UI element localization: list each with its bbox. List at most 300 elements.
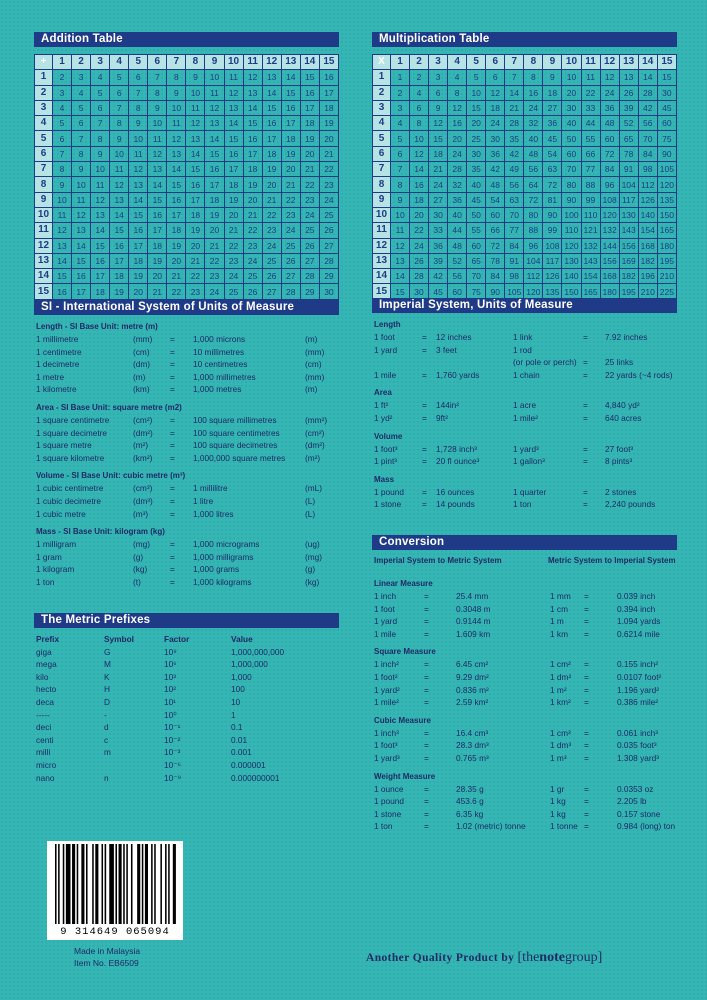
addition-row-header: 2 xyxy=(35,85,53,100)
addition-cell: 15 xyxy=(224,131,243,146)
conversion-row-col: 1 cm xyxy=(550,603,568,614)
prefix-row-col: 0.001 xyxy=(231,747,252,758)
addition-cell: 12 xyxy=(167,131,186,146)
si-row-col: 1,000 kilograms xyxy=(193,576,252,587)
addition-row xyxy=(35,269,339,284)
prefix-row xyxy=(36,658,339,671)
multiplication-cell: 12 xyxy=(410,146,429,161)
si-row-col: (km²) xyxy=(133,452,153,463)
si-row xyxy=(36,333,339,346)
si-row xyxy=(36,414,339,427)
multiplication-cell: 78 xyxy=(619,146,638,161)
imperial-row-col: 1 foot³ xyxy=(374,443,398,454)
conversion-row-col: 0.3048 m xyxy=(456,603,491,614)
addition-cell: 20 xyxy=(281,162,300,177)
multiplication-cell: 36 xyxy=(448,192,467,207)
imperial-row-col: 1 pint³ xyxy=(374,456,398,467)
si-row xyxy=(36,482,339,495)
multiplication-cell: 126 xyxy=(543,269,562,284)
imperial-title: Imperial System, Units of Measure xyxy=(372,298,677,313)
barcode-bars xyxy=(47,844,183,926)
multiplication-cell: 105 xyxy=(657,162,676,177)
multiplication-cell: 165 xyxy=(581,284,600,299)
multiplication-cell: 132 xyxy=(600,223,619,238)
multiplication-cell: 154 xyxy=(638,223,657,238)
barcode-bar xyxy=(131,844,133,924)
si-row-col: (kg) xyxy=(133,564,148,575)
multiplication-cell: 104 xyxy=(524,253,543,268)
addition-cell: 16 xyxy=(129,223,148,238)
multiplication-cell: 40 xyxy=(524,131,543,146)
si-row-col: (kg) xyxy=(305,576,320,587)
addition-cell: 18 xyxy=(300,116,319,131)
multiplication-cell: 48 xyxy=(600,116,619,131)
prefixes-section xyxy=(34,613,339,784)
imperial-row-col: = xyxy=(583,369,588,380)
multiplication-cell: 10 xyxy=(467,85,486,100)
conversion-row-col: 1 m xyxy=(550,616,564,627)
addition-cell: 18 xyxy=(319,100,338,115)
addition-cell: 14 xyxy=(52,253,71,268)
imperial-row-col: = xyxy=(583,443,588,454)
prefix-row xyxy=(36,759,339,772)
multiplication-cell: 8 xyxy=(390,177,409,192)
multiplication-cell: 96 xyxy=(524,238,543,253)
imperial-group-heading: Mass xyxy=(374,474,395,484)
prefix-row-col: c xyxy=(104,734,109,745)
prefix-row-col: n xyxy=(104,772,109,783)
addition-cell: 10 xyxy=(186,85,205,100)
addition-cell: 11 xyxy=(91,177,110,192)
imperial-body xyxy=(372,319,677,511)
multiplication-cell: 81 xyxy=(543,192,562,207)
si-section xyxy=(34,300,339,589)
si-title: SI - International System of Units of Measure xyxy=(34,300,339,315)
imperial-row-col: 22 yards (~4 rods) xyxy=(605,369,673,380)
prefix-row xyxy=(36,746,339,759)
si-row xyxy=(36,563,339,576)
multiplication-cell: 18 xyxy=(486,100,505,115)
prefix-row-col: deca xyxy=(36,696,54,707)
multiplication-cell: 3 xyxy=(429,70,448,85)
addition-cell: 15 xyxy=(52,269,71,284)
multiplication-cell: 99 xyxy=(581,192,600,207)
multiplication-cell: 180 xyxy=(600,284,619,299)
addition-cell: 23 xyxy=(186,284,205,299)
prefixes-title: The Metric Prefixes xyxy=(34,613,339,628)
conversion-row-col: 0.0353 oz xyxy=(617,783,654,794)
addition-cell: 16 xyxy=(91,253,110,268)
addition-cell: 20 xyxy=(167,253,186,268)
multiplication-cell: 11 xyxy=(581,70,600,85)
addition-cell: 12 xyxy=(72,207,91,222)
multiplication-cell: 42 xyxy=(429,269,448,284)
si-row-col: (g) xyxy=(305,564,316,575)
addition-cell: 20 xyxy=(129,284,148,299)
multiplication-cell: 60 xyxy=(657,116,676,131)
multiplication-cell: 18 xyxy=(410,192,429,207)
addition-cell: 22 xyxy=(167,284,186,299)
multiplication-cell: 26 xyxy=(619,85,638,100)
conversion-row-col: = xyxy=(584,727,589,738)
multiplication-cell: 28 xyxy=(410,269,429,284)
imperial-row-col: 1,728 inch³ xyxy=(436,443,478,454)
multiplication-cell: 120 xyxy=(600,207,619,222)
addition-cell: 18 xyxy=(281,131,300,146)
multiplication-cell: 121 xyxy=(581,223,600,238)
si-row-col: = xyxy=(170,551,175,562)
multiplication-cell: 42 xyxy=(486,162,505,177)
conversion-row-col: 16.4 cm³ xyxy=(456,727,489,738)
conversion-row-col: 1 yard xyxy=(374,616,398,627)
prefix-row-col: 10⁻⁶ xyxy=(164,759,182,770)
multiplication-cell: 42 xyxy=(505,146,524,161)
addition-cell: 26 xyxy=(262,269,281,284)
addition-cell: 8 xyxy=(91,131,110,146)
prefix-row-col: G xyxy=(104,646,111,657)
multiplication-cell: 8 xyxy=(448,85,467,100)
imperial-row-col: 1 ton xyxy=(513,499,532,510)
conversion-title: Conversion xyxy=(372,535,677,550)
multiplication-cell: 70 xyxy=(638,131,657,146)
conversion-row-col: = xyxy=(424,628,429,639)
multiplication-cell: 27 xyxy=(429,192,448,207)
addition-cell: 4 xyxy=(91,70,110,85)
multiplication-cell: 12 xyxy=(600,70,619,85)
addition-cell: 12 xyxy=(148,146,167,161)
imperial-row xyxy=(374,412,677,425)
prefixes-header-cell: Prefix xyxy=(36,634,60,644)
imperial-row-col: 1 quarter xyxy=(513,486,547,497)
conversion-row-col: = xyxy=(584,697,589,708)
imperial-row-col: 1 mile² xyxy=(513,412,538,423)
conversion-row-col: = xyxy=(424,684,429,695)
addition-cell: 6 xyxy=(52,131,71,146)
addition-cell: 7 xyxy=(91,116,110,131)
conversion-row-col: 0.0107 foot² xyxy=(617,671,662,682)
addition-cell: 16 xyxy=(72,269,91,284)
si-row xyxy=(36,576,339,589)
multiplication-cell: 44 xyxy=(448,223,467,238)
imperial-row-col: 1 foot xyxy=(374,332,395,342)
si-row-col: = xyxy=(170,564,175,575)
addition-cell: 25 xyxy=(281,238,300,253)
addition-row xyxy=(35,253,339,268)
imperial-row xyxy=(374,486,677,499)
conversion-row-col: 453.6 g xyxy=(456,796,484,807)
conversion-row-col: = xyxy=(424,591,429,601)
multiplication-col-header: 5 xyxy=(467,55,486,70)
addition-cell: 13 xyxy=(52,238,71,253)
addition-cell: 17 xyxy=(281,116,300,131)
conversion-row-col: = xyxy=(424,603,429,614)
conversion-row-col: 1 inch² xyxy=(374,659,399,670)
multiplication-cell: 112 xyxy=(638,177,657,192)
barcode-bar xyxy=(63,844,65,924)
addition-col-header: 5 xyxy=(129,55,148,70)
addition-cell: 11 xyxy=(148,131,167,146)
addition-cell: 7 xyxy=(72,131,91,146)
barcode-bar xyxy=(151,844,153,924)
addition-cell: 27 xyxy=(300,253,319,268)
barcode-bar xyxy=(109,844,114,924)
addition-cell: 20 xyxy=(319,131,338,146)
multiplication-cell: 33 xyxy=(581,100,600,115)
addition-cell: 11 xyxy=(224,70,243,85)
conversion-row-col: = xyxy=(584,671,589,682)
multiplication-cell: 50 xyxy=(562,131,581,146)
conversion-row xyxy=(374,820,677,833)
multiplication-cell: 35 xyxy=(505,131,524,146)
multiplication-cell: 108 xyxy=(543,238,562,253)
addition-cell: 15 xyxy=(281,85,300,100)
multiplication-row xyxy=(373,85,677,100)
multiplication-cell: 32 xyxy=(524,116,543,131)
multiplication-cell: 120 xyxy=(657,177,676,192)
prefix-row-col: 10⁰ xyxy=(164,709,177,720)
si-row-col: (dm) xyxy=(133,359,151,370)
multiplication-cell: 30 xyxy=(562,100,581,115)
multiplication-cell: 72 xyxy=(600,146,619,161)
addition-cell: 20 xyxy=(262,177,281,192)
multiplication-cell: 105 xyxy=(505,284,524,299)
imperial-row-col: = xyxy=(422,412,427,423)
imperial-row-col: 8 pints³ xyxy=(605,456,633,467)
addition-cell: 29 xyxy=(319,269,338,284)
prefix-row-col: 10² xyxy=(164,684,176,695)
addition-cell: 5 xyxy=(72,100,91,115)
imperial-row-col: 7.92 inches xyxy=(605,332,648,342)
prefix-row-col: deci xyxy=(36,722,52,733)
multiplication-row-header: 5 xyxy=(373,131,391,146)
multiplication-cell: 140 xyxy=(638,207,657,222)
conversion-row-col: = xyxy=(424,808,429,819)
addition-col-header: 12 xyxy=(262,55,281,70)
addition-col-header: 4 xyxy=(110,55,129,70)
multiplication-cell: 56 xyxy=(448,269,467,284)
conversion-row-col: 0.394 inch xyxy=(617,603,656,614)
barcode-bar xyxy=(77,844,79,924)
addition-cell: 13 xyxy=(224,100,243,115)
imperial-row-col: = xyxy=(422,443,427,454)
addition-cell: 6 xyxy=(129,70,148,85)
multiplication-cell: 40 xyxy=(562,116,581,131)
addition-cell: 20 xyxy=(148,269,167,284)
addition-cell: 19 xyxy=(129,269,148,284)
imperial-row-col: 2 stones xyxy=(605,486,637,497)
brand-prefix: Another Quality Product by xyxy=(366,952,515,964)
si-row-col: (cm³) xyxy=(133,483,153,494)
multiplication-cell: 56 xyxy=(638,116,657,131)
multiplication-cell: 14 xyxy=(638,70,657,85)
si-row-col: (t) xyxy=(133,576,141,587)
multiplication-cell: 14 xyxy=(390,269,409,284)
addition-grid xyxy=(34,54,339,300)
si-row xyxy=(36,427,339,440)
addition-row xyxy=(35,131,339,146)
addition-col-header: 8 xyxy=(186,55,205,70)
addition-cell: 11 xyxy=(129,146,148,161)
multiplication-cell: 132 xyxy=(581,238,600,253)
addition-cell: 14 xyxy=(281,70,300,85)
conversion-row-col: = xyxy=(424,783,429,794)
multiplication-cell: 6 xyxy=(410,100,429,115)
addition-cell: 20 xyxy=(224,207,243,222)
conversion-row-col: = xyxy=(584,628,589,639)
addition-cell: 24 xyxy=(205,284,224,299)
multiplication-cell: 30 xyxy=(486,131,505,146)
multiplication-cell: 65 xyxy=(467,253,486,268)
addition-cell: 5 xyxy=(52,116,71,131)
multiplication-cell: 6 xyxy=(429,85,448,100)
barcode-bar xyxy=(123,844,125,924)
addition-cell: 7 xyxy=(148,70,167,85)
multiplication-row xyxy=(373,116,677,131)
addition-cell: 28 xyxy=(319,253,338,268)
addition-row xyxy=(35,116,339,131)
imperial-row xyxy=(374,344,677,357)
si-group-heading: Mass - SI Base Unit: kilogram (kg) xyxy=(36,527,165,537)
multiplication-cell: 24 xyxy=(486,116,505,131)
addition-cell: 17 xyxy=(110,253,129,268)
prefix-row-col: hecto xyxy=(36,684,57,695)
addition-cell: 22 xyxy=(319,162,338,177)
addition-cell: 19 xyxy=(281,146,300,161)
si-row-col: (km) xyxy=(133,384,150,395)
si-row-col: (cm) xyxy=(133,346,150,357)
imperial-row-col: 9ft² xyxy=(436,412,448,423)
addition-cell: 24 xyxy=(319,192,338,207)
multiplication-cell: 15 xyxy=(390,284,409,299)
conversion-row-col: = xyxy=(584,684,589,695)
si-row xyxy=(36,346,339,359)
multiplication-cell: 16 xyxy=(524,85,543,100)
si-row-col: (L) xyxy=(305,495,316,506)
multiplication-row-header: 4 xyxy=(373,116,391,131)
brand-logo-close: group] xyxy=(564,950,603,965)
conversion-row-col: 1.02 (metric) tonne xyxy=(456,821,526,832)
conversion-row-col: 28.35 g xyxy=(456,783,484,794)
multiplication-col-header: 4 xyxy=(448,55,467,70)
prefix-row-col: K xyxy=(104,671,110,682)
multiplication-cell: 4 xyxy=(410,85,429,100)
conversion-row-col: 6.35 kg xyxy=(456,808,484,819)
barcode-bar xyxy=(72,844,75,924)
conversion-row-col: 1 km² xyxy=(550,697,571,708)
addition-cell: 6 xyxy=(72,116,91,131)
prefixes-header-cell: Value xyxy=(231,634,253,644)
multiplication-cell: 30 xyxy=(467,146,486,161)
multiplication-cell: 39 xyxy=(619,100,638,115)
si-row-col: 1 kilogram xyxy=(36,564,75,575)
si-row-col: 1 milligram xyxy=(36,539,77,550)
imperial-row-col: = xyxy=(583,499,588,510)
addition-cell: 10 xyxy=(148,116,167,131)
prefix-row-col: 10 xyxy=(231,696,241,707)
addition-col-header: 9 xyxy=(205,55,224,70)
si-row xyxy=(36,538,339,551)
prefix-row-col: mega xyxy=(36,659,57,670)
addition-cell: 16 xyxy=(205,162,224,177)
addition-cell: 9 xyxy=(91,146,110,161)
multiplication-cell: 6 xyxy=(486,70,505,85)
addition-cell: 16 xyxy=(224,146,243,161)
multiplication-cell: 60 xyxy=(467,238,486,253)
addition-cell: 17 xyxy=(129,238,148,253)
conversion-row-col: = xyxy=(584,796,589,807)
prefix-row-col: M xyxy=(104,659,111,670)
conversion-section xyxy=(372,535,677,833)
multiplication-cell: 16 xyxy=(448,116,467,131)
addition-cell: 19 xyxy=(110,284,129,299)
prefix-row-col: 1 xyxy=(231,709,236,720)
multiplication-cell: 18 xyxy=(543,85,562,100)
multiplication-cell: 117 xyxy=(543,253,562,268)
addition-cell: 15 xyxy=(91,238,110,253)
conversion-group-heading: Cubic Measure xyxy=(374,715,431,725)
multiplication-cell: 100 xyxy=(562,207,581,222)
si-row-col: (mm) xyxy=(305,346,325,357)
conversion-row-col: 6.45 cm² xyxy=(456,659,489,670)
addition-cell: 16 xyxy=(167,192,186,207)
si-row-col: (L) xyxy=(305,508,316,519)
addition-cell: 13 xyxy=(110,192,129,207)
addition-row-header: 4 xyxy=(35,116,53,131)
barcode-bar xyxy=(66,844,71,924)
conversion-row-col: = xyxy=(584,783,589,794)
multiplication-cell: 26 xyxy=(410,253,429,268)
addition-cell: 5 xyxy=(110,70,129,85)
prefix-row xyxy=(36,709,339,722)
conversion-row-col: = xyxy=(584,740,589,751)
addition-cell: 15 xyxy=(72,253,91,268)
conversion-row-col: 1 cm² xyxy=(550,659,571,670)
multiplication-cell: 12 xyxy=(429,116,448,131)
addition-cell: 25 xyxy=(319,207,338,222)
si-row-col: 1 cubic centimetre xyxy=(36,483,104,494)
addition-cell: 13 xyxy=(72,223,91,238)
addition-cell: 17 xyxy=(224,162,243,177)
multiplication-cell: 168 xyxy=(638,238,657,253)
addition-cell: 16 xyxy=(186,177,205,192)
addition-row-header: 5 xyxy=(35,131,53,146)
multiplication-cell: 9 xyxy=(429,100,448,115)
imperial-row-col: 20 fl ounce³ xyxy=(436,456,480,467)
si-row-col: (m) xyxy=(305,384,318,395)
multiplication-cell: 45 xyxy=(657,100,676,115)
multiplication-cell: 180 xyxy=(657,238,676,253)
si-row-col: 1,000 grams xyxy=(193,564,240,575)
si-row-col: 1 litre xyxy=(193,495,214,506)
conversion-row-col: = xyxy=(424,752,429,763)
multiplication-cell: 32 xyxy=(448,177,467,192)
conversion-row xyxy=(374,603,677,616)
multiplication-cell: 52 xyxy=(619,116,638,131)
addition-cell: 17 xyxy=(300,100,319,115)
addition-cell: 5 xyxy=(91,85,110,100)
multiplication-cell: 15 xyxy=(657,70,676,85)
prefix-row-col: D xyxy=(104,696,110,707)
si-row-col: 1,000 micrograms xyxy=(193,539,260,550)
addition-cell: 29 xyxy=(300,284,319,299)
addition-cell: 14 xyxy=(262,85,281,100)
si-row-col: 1,000 millimetres xyxy=(193,371,256,382)
addition-cell: 8 xyxy=(72,146,91,161)
addition-cell: 14 xyxy=(72,238,91,253)
si-row-col: 1 square metre xyxy=(36,440,92,451)
barcode-bar xyxy=(58,844,60,924)
imperial-row-col: 4,840 yd² xyxy=(605,400,640,411)
